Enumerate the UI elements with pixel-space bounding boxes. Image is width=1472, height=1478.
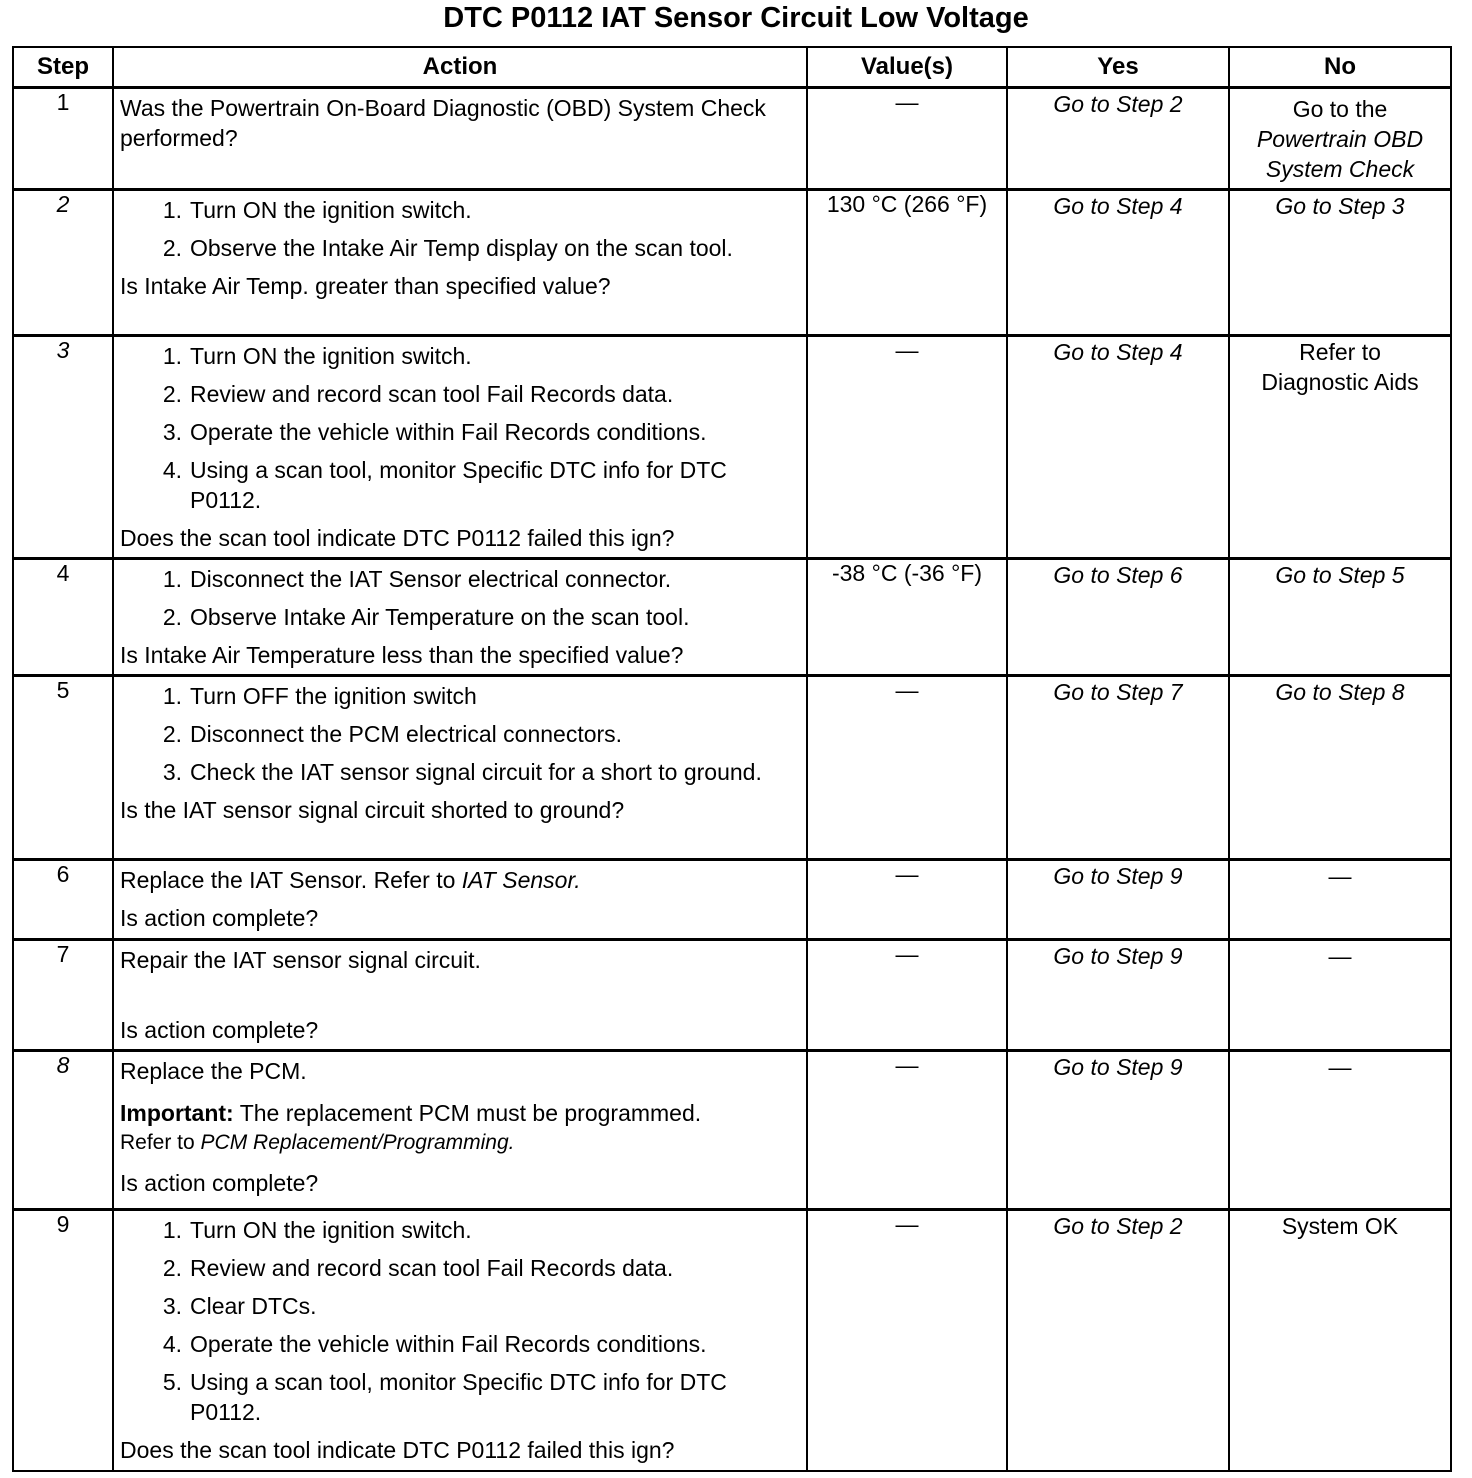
list-item: 4. Using a scan tool, monitor Specific DTC info for DTC P0112. <box>162 457 727 513</box>
no-cell <box>1229 940 1451 1051</box>
list-item: 2. Disconnect the PCM electrical connectors. <box>162 721 623 747</box>
action-cell <box>113 336 807 559</box>
action-question: Is Intake Air Temp. greater than specified value? <box>120 273 611 299</box>
page-title: DTC P0112 IAT Sensor Circuit Low Voltage <box>443 2 1029 34</box>
yes-cell <box>1007 676 1229 860</box>
action-cell <box>113 1051 807 1210</box>
header-yes: Yes <box>1007 47 1229 88</box>
list-item: 1. Turn ON the ignition switch. <box>162 1217 472 1243</box>
yes-text: Go to Step 4 <box>1053 339 1183 365</box>
value-cell: — <box>807 1051 1007 1210</box>
no-cell <box>1229 88 1451 190</box>
yes-cell <box>1007 860 1229 940</box>
action-steps <box>120 195 800 263</box>
step-number: 2 <box>13 190 113 336</box>
no-text: Go to the <box>1292 96 1388 122</box>
list-item: 2. Review and record scan tool Fail Records data. <box>162 381 674 407</box>
action-cell <box>113 940 807 1051</box>
action-steps <box>120 681 800 787</box>
important-note: Important: The replacement PCM must be programmed. <box>120 1100 702 1126</box>
value-cell: — <box>807 1210 1007 1471</box>
action-question: Is action complete? <box>120 1017 319 1043</box>
step-number: 4 <box>13 559 113 676</box>
table-row <box>13 940 1451 1051</box>
yes-cell <box>1007 88 1229 190</box>
action-question: Is action complete? <box>120 1170 319 1196</box>
table-row <box>13 336 1451 559</box>
header-no: No <box>1229 47 1451 88</box>
action-question: Is Intake Air Temperature less than the specified value? <box>120 642 684 668</box>
list-item: 1. Turn ON the ignition switch. <box>162 197 472 223</box>
list-item: 2. Observe Intake Air Temperature on the scan tool. <box>162 604 690 630</box>
list-item: 1. Disconnect the IAT Sensor electrical connector. <box>162 566 672 592</box>
yes-text: Go to Step 9 <box>1053 863 1183 889</box>
yes-text: Go to Step 9 <box>1053 943 1183 969</box>
action-text: Repair the IAT sensor signal circuit. <box>120 947 481 973</box>
step-number: 6 <box>13 860 113 940</box>
no-cell <box>1229 676 1451 860</box>
action-cell <box>113 676 807 860</box>
header-values: Value(s) <box>807 47 1007 88</box>
list-item: 2. Review and record scan tool Fail Records data. <box>162 1255 674 1281</box>
step-number: 5 <box>13 676 113 860</box>
no-cell <box>1229 190 1451 336</box>
action-cell <box>113 88 807 190</box>
step-number: 9 <box>13 1210 113 1471</box>
action-steps <box>120 1215 800 1427</box>
no-text: System OK <box>1281 1213 1399 1239</box>
action-steps <box>120 564 800 632</box>
list-item: 3. Check the IAT sensor signal circuit for a short to ground. <box>162 759 762 785</box>
header-action: Action <box>113 47 807 88</box>
yes-cell <box>1007 940 1229 1051</box>
yes-cell <box>1007 1210 1229 1471</box>
refer-note: Refer to PCM Replacement/Programming. <box>120 1131 515 1154</box>
table-row <box>13 88 1451 190</box>
no-text: Go to Step 8 <box>1275 679 1405 705</box>
yes-text: Go to Step 9 <box>1053 1054 1183 1080</box>
no-cell <box>1229 860 1451 940</box>
action-cell <box>113 1210 807 1471</box>
value-cell: 130 °C (266 °F) <box>807 190 1007 336</box>
action-steps <box>120 341 800 515</box>
action-question: Is the IAT sensor signal circuit shorted to ground? <box>120 797 625 823</box>
reference-link-text: IAT Sensor. <box>461 867 581 893</box>
value-cell: — <box>807 336 1007 559</box>
list-item: 3. Clear DTCs. <box>162 1293 317 1319</box>
table-row <box>13 860 1451 940</box>
value-cell: — <box>807 676 1007 860</box>
action-question: Is action complete? <box>120 905 319 931</box>
yes-text: Go to Step 2 <box>1053 1213 1183 1239</box>
yes-cell <box>1007 336 1229 559</box>
value-cell: — <box>807 860 1007 940</box>
action-text: Replace the PCM. <box>120 1058 307 1084</box>
table-row <box>13 1051 1451 1210</box>
action-question: Does the scan tool indicate DTC P0112 failed this ign? <box>120 525 675 551</box>
action-cell <box>113 559 807 676</box>
yes-cell <box>1007 190 1229 336</box>
no-text: Go to Step 5 <box>1275 562 1405 588</box>
important-label: Important: <box>120 1100 234 1126</box>
value-cell: — <box>807 88 1007 190</box>
yes-cell <box>1007 1051 1229 1210</box>
value-cell: — <box>807 940 1007 1051</box>
no-cell <box>1229 1210 1451 1471</box>
list-item: 5. Using a scan tool, monitor Specific DTC info for DTC P0112. <box>162 1369 727 1425</box>
action-text: Replace the IAT Sensor. Refer to IAT Sensor. <box>120 867 581 893</box>
reference-link-text: PCM Replacement/Programming. <box>200 1131 515 1154</box>
table-row <box>13 190 1451 336</box>
no-text: — <box>1328 863 1352 889</box>
diagnostic-table <box>12 46 1452 1472</box>
action-text: Was the Powertrain On-Board Diagnostic (OBD) System Check performed? <box>120 95 766 151</box>
list-item: 1. Turn OFF the ignition switch <box>162 683 477 709</box>
step-number: 8 <box>13 1051 113 1210</box>
yes-text: Go to Step 6 <box>1053 562 1183 588</box>
table-row <box>13 1210 1451 1471</box>
action-cell <box>113 190 807 336</box>
no-text: Refer to Diagnostic Aids <box>1261 339 1419 395</box>
list-item: 1. Turn ON the ignition switch. <box>162 343 472 369</box>
no-ref-text: Powertrain OBD System Check <box>1256 126 1424 182</box>
list-item: 2. Observe the Intake Air Temp display on the scan tool. <box>162 235 733 261</box>
list-item: 4. Operate the vehicle within Fail Records conditions. <box>162 1331 707 1357</box>
no-cell <box>1229 336 1451 559</box>
no-text: — <box>1328 943 1352 969</box>
step-number: 3 <box>13 336 113 559</box>
value-cell: -38 °C (-36 °F) <box>807 559 1007 676</box>
yes-text: Go to Step 4 <box>1053 193 1183 219</box>
yes-cell <box>1007 559 1229 676</box>
table-row <box>13 559 1451 676</box>
yes-text: Go to Step 2 <box>1053 91 1183 117</box>
action-question: Does the scan tool indicate DTC P0112 failed this ign? <box>120 1437 675 1463</box>
header-step: Step <box>13 47 113 88</box>
step-number: 7 <box>13 940 113 1051</box>
action-cell <box>113 860 807 940</box>
table-header-row <box>13 47 1451 88</box>
step-number: 1 <box>13 88 113 190</box>
list-item: 3. Operate the vehicle within Fail Records conditions. <box>162 419 707 445</box>
table-row <box>13 676 1451 860</box>
no-text: — <box>1328 1054 1352 1080</box>
no-cell <box>1229 1051 1451 1210</box>
yes-text: Go to Step 7 <box>1053 679 1183 705</box>
no-text: Go to Step 3 <box>1275 193 1405 219</box>
no-cell <box>1229 559 1451 676</box>
